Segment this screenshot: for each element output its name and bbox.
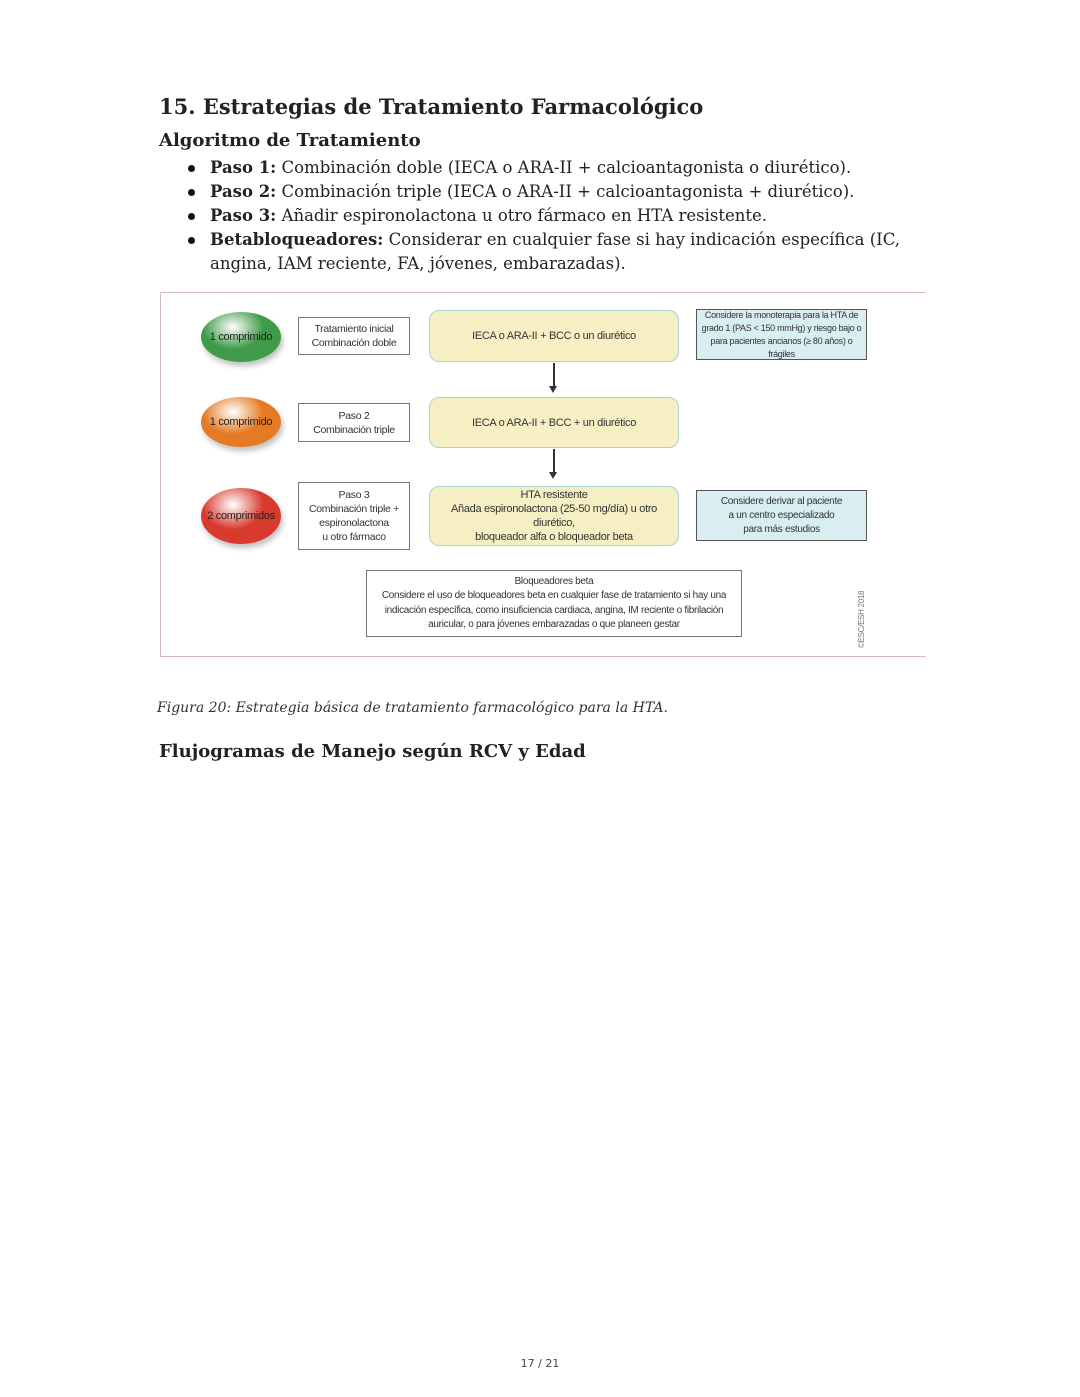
list-item	[190, 156, 920, 180]
section-title: 15. Estrategias de Tratamiento Farmacológico	[159, 94, 704, 119]
monotherapy-note: Considere la monoterapia para la HTA de grado 1 (PAS < 150 mmHg) y riesgo bajo o para pacientes ancianos (≥ 80 años) o frágiles	[696, 309, 867, 360]
pill-count-badge: 1 comprimido	[201, 397, 281, 447]
treatment-line: HTA resistente	[520, 489, 588, 501]
step-line: Tratamiento inicial	[314, 323, 394, 335]
arrow-down-icon	[553, 449, 555, 473]
step-line: Combinación doble	[311, 337, 397, 349]
step-label	[298, 317, 410, 355]
item-text: Combinación triple (IECA o ARA-II + calcioantagonista + diurético).	[276, 182, 855, 201]
treatment-line: IECA o ARA-II + BCC + un diurético	[471, 416, 637, 429]
item-label: Paso 2:	[210, 182, 277, 201]
arrow-down-icon	[553, 363, 555, 387]
step-label	[298, 482, 410, 550]
item-label: Paso 1:	[210, 158, 277, 177]
item-text: Añadir espironolactona u otro fármaco en HTA resistente.	[276, 206, 768, 225]
treatment-box	[429, 310, 679, 362]
subsection-title: Algoritmo de Tratamiento	[159, 130, 421, 151]
copyright: ©ESC/ESH 2018	[857, 590, 866, 648]
subsection-title-2: Flujogramas de Manejo según RCV y Edad	[159, 741, 586, 762]
treatment-box	[429, 486, 679, 546]
treatment-box	[429, 397, 679, 448]
referral-note: Considere derivar al paciente a un centro especializado para más estudios	[696, 490, 867, 541]
step-line: u otro fármaco	[322, 531, 386, 543]
item-label: Paso 3:	[210, 206, 277, 225]
step-line: Combinación triple	[313, 423, 395, 436]
item-label: Betabloqueadores:	[210, 230, 384, 249]
step-line: Paso 3	[338, 489, 370, 501]
item-text: Considerar en cualquier fase si hay indicación específica (IC, angina, IAM reciente, FA, jóvenes, embarazadas).	[210, 230, 900, 273]
treatment-line: bloqueador alfa o bloqueador beta	[475, 531, 633, 543]
bullet-list	[190, 156, 920, 276]
item-text: Combinación doble (IECA o ARA-II + calcioantagonista o diurético).	[276, 158, 852, 177]
pill-count-badge: 1 comprimido	[201, 312, 281, 362]
step-line: Paso 2	[338, 409, 370, 422]
step-label	[298, 403, 410, 442]
step-line: espironolactona	[319, 517, 389, 529]
page-number: 17 / 21	[520, 1357, 560, 1370]
treatment-algorithm-figure	[160, 292, 926, 657]
beta-blockers-note: Bloqueadores beta Considere el uso de bloqueadores beta en cualquier fase de tratamiento si hay una indicación específica, como insuficiencia cardiaca, angina, IM reciente o fibrilación auricular, o para jóvenes embarazadas o que planeen gestar	[366, 570, 742, 637]
list-item	[190, 204, 920, 228]
pill-count-badge: 2 comprimidos	[201, 488, 281, 544]
treatment-line: Añada espironolactona (25-50 mg/día) u otro diurético,	[450, 503, 657, 529]
list-item	[190, 180, 920, 204]
step-line: Combinación triple +	[308, 503, 399, 515]
list-item	[190, 228, 920, 276]
treatment-line: IECA o ARA-II + BCC o un diurético	[472, 330, 636, 342]
figure-caption: Figura 20: Estrategia básica de tratamiento farmacológico para la HTA.	[157, 700, 668, 716]
